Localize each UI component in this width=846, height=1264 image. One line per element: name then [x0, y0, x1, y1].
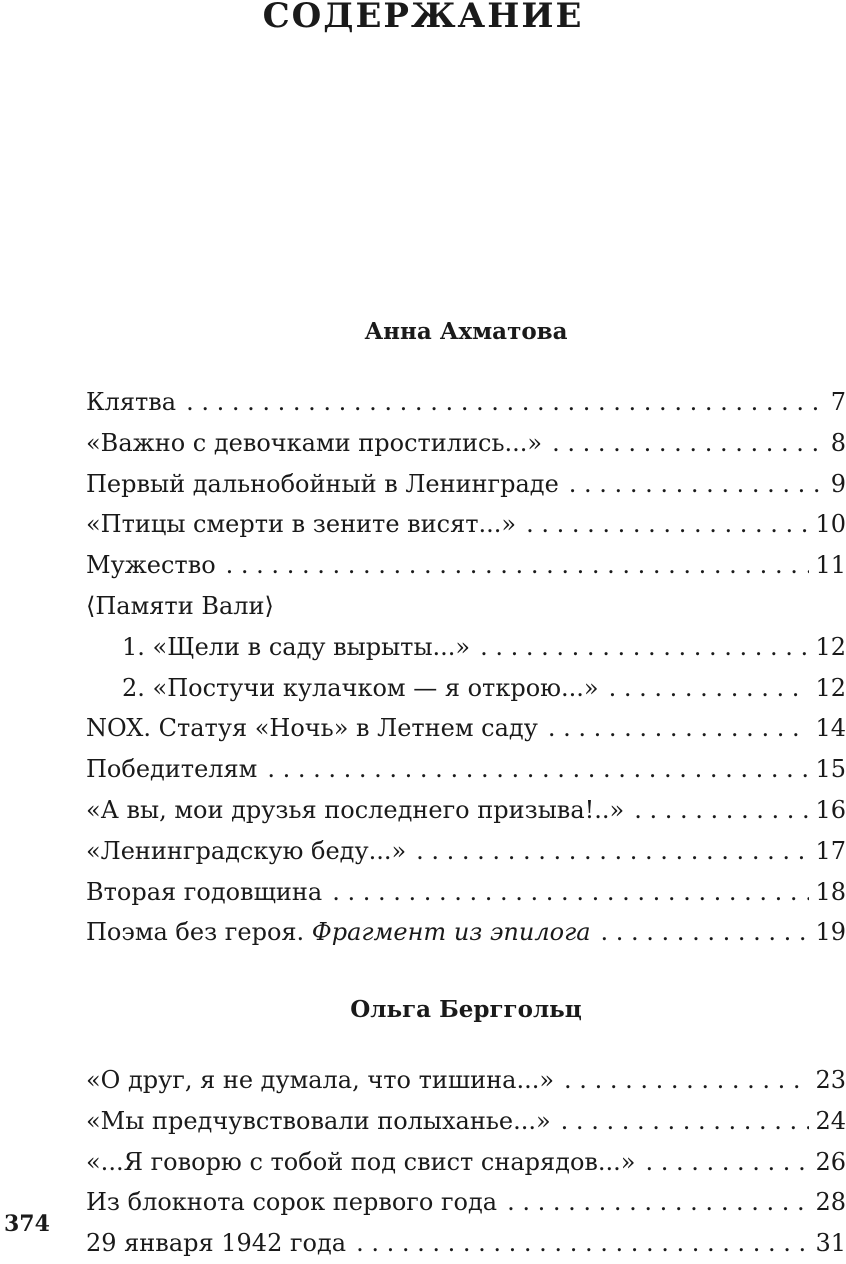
toc-entry	[86, 1142, 846, 1183]
dot-leader	[356, 1223, 809, 1264]
toc-entry	[86, 464, 846, 505]
entry-page-number: 15	[815, 755, 846, 784]
toc-section-akhmatova	[86, 312, 846, 953]
entry-title: «Важно с девочками простились...»	[86, 428, 543, 457]
toc-entry	[86, 749, 846, 790]
entry-page-number: 18	[815, 877, 846, 906]
toc-entry	[86, 423, 846, 464]
entry-page-number: 26	[815, 1147, 846, 1176]
toc-entry	[86, 912, 846, 953]
entry-title: 2. «Постучи кулачком — я открою...»	[122, 673, 599, 702]
dot-leader	[186, 382, 825, 423]
toc-entry	[86, 504, 846, 545]
entry-title-main: Поэма без героя.	[86, 918, 305, 947]
toc-section-berggolts	[86, 990, 846, 1264]
entry-page-number: 31	[815, 1229, 846, 1258]
toc-list	[86, 382, 846, 953]
entry-page-number: 10	[815, 510, 846, 539]
toc-entry	[86, 1223, 846, 1264]
toc-subentry	[86, 668, 846, 709]
entry-title: Мужество	[86, 551, 216, 580]
toc-entry	[86, 872, 846, 913]
toc-entry	[86, 382, 846, 423]
entry-title: Клятва	[86, 388, 177, 416]
page-title: СОДЕРЖАНИЕ	[262, 0, 584, 36]
entry-title: Вторая годовщина	[86, 877, 323, 906]
dot-leader	[634, 790, 809, 831]
entry-page-number: 23	[815, 1066, 846, 1094]
entry-title: «Птицы смерти в зените висят...»	[86, 510, 517, 539]
page-folio-number: 374	[4, 1211, 50, 1237]
entry-page-number: 19	[815, 918, 846, 947]
entry-page-number: 11	[815, 551, 846, 580]
entry-title-italic: Фрагмент из эпилога	[311, 918, 591, 947]
dot-leader	[548, 708, 810, 749]
entry-title: «О друг, я не думала, что тишина...»	[86, 1066, 555, 1094]
entry-title: Из блокнота сорок первого года	[86, 1188, 498, 1217]
entry-page-number: 14	[815, 714, 846, 743]
entry-title: NOX. Статуя «Ночь» в Летнем саду	[86, 714, 538, 743]
entry-page-number: 28	[815, 1188, 846, 1217]
dot-leader	[561, 1101, 810, 1142]
toc-entry	[86, 1101, 846, 1142]
toc-group-heading	[86, 586, 846, 627]
entry-page-number: 12	[815, 632, 846, 661]
dot-leader	[416, 831, 809, 872]
dot-leader	[526, 504, 809, 545]
entry-title: 1. «Щели в саду вырыты...»	[122, 632, 471, 661]
dot-leader	[564, 1060, 809, 1101]
entry-page-number: 16	[815, 795, 846, 824]
entry-page-number: 17	[815, 836, 846, 865]
dot-leader	[226, 545, 810, 586]
author-heading: Ольга Берггольц	[350, 996, 582, 1023]
entry-title: Победителям	[86, 755, 258, 784]
toc-entry	[86, 545, 846, 586]
dot-leader	[601, 912, 810, 953]
entry-title: «...Я говорю с тобой под свист снарядов...»	[86, 1147, 636, 1176]
dot-leader	[507, 1182, 809, 1223]
entry-title: «Мы предчувствовали полыханье...»	[86, 1106, 551, 1135]
dot-leader	[332, 872, 809, 913]
toc-entry	[86, 790, 846, 831]
entry-title: Первый дальнобойный в Ленинграде	[86, 469, 559, 498]
dot-leader	[569, 464, 825, 505]
entry-title: 29 января 1942 года	[86, 1229, 347, 1258]
dot-leader	[609, 668, 810, 709]
dot-leader	[480, 627, 809, 668]
entry-title: «А вы, мои друзья последнего призыва!..»	[86, 795, 625, 824]
entry-title	[86, 912, 591, 953]
author-heading: Анна Ахматова	[364, 318, 568, 345]
entry-page-number: 9	[830, 469, 846, 498]
entry-page-number: 7	[830, 388, 846, 416]
entry-title: ⟨Памяти Вали⟩	[86, 591, 274, 620]
entry-page-number: 8	[830, 428, 846, 457]
dot-leader	[267, 749, 809, 790]
toc-list	[86, 1060, 846, 1264]
toc-entry	[86, 1060, 846, 1101]
entry-page-number: 12	[815, 673, 846, 702]
toc-entry	[86, 831, 846, 872]
dot-leader	[552, 423, 825, 464]
toc-entry	[86, 1182, 846, 1223]
toc-subentry	[86, 627, 846, 668]
toc-entry	[86, 708, 846, 749]
entry-title: «Ленинградскую беду...»	[86, 836, 407, 865]
dot-leader	[645, 1142, 809, 1183]
entry-page-number: 24	[815, 1106, 846, 1135]
